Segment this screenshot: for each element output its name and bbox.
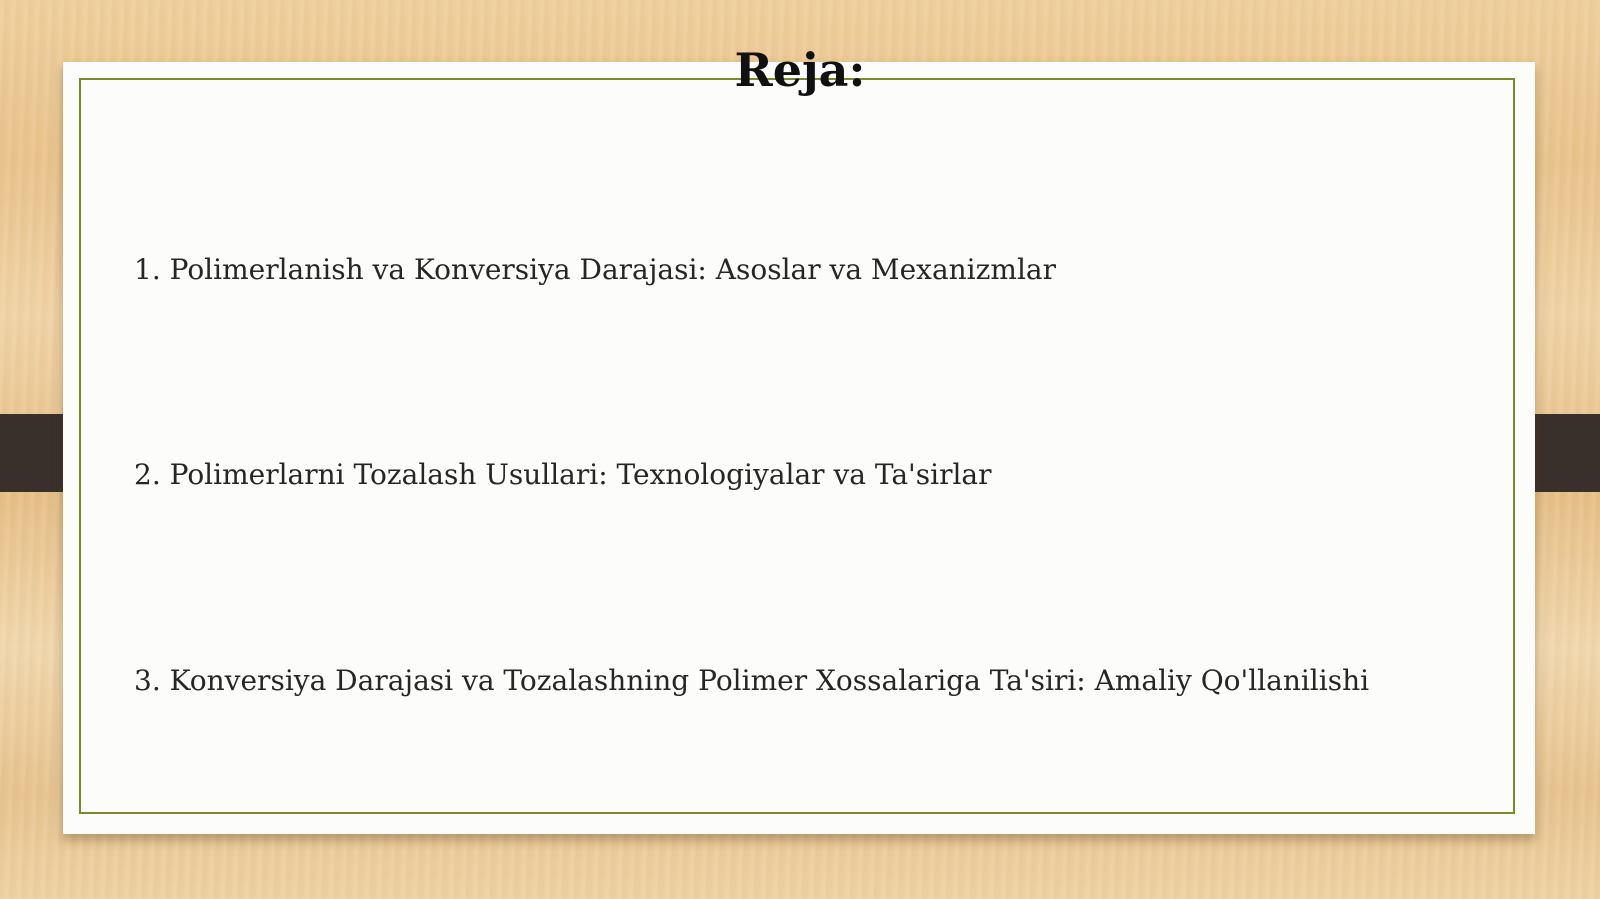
slide-title: Reja:: [734, 43, 866, 97]
agenda-item-1: 1. Polimerlanish va Konversiya Darajasi: Asoslar va Mexanizmlar: [134, 253, 1056, 286]
slide-border: [79, 78, 1515, 814]
agenda-item-2: 2. Polimerlarni Tozalash Usullari: Texnologiyalar va Ta'sirlar: [134, 458, 992, 491]
slide-card: [63, 62, 1535, 834]
agenda-item-3: 3. Konversiya Darajasi va Tozalashning Polimer Xossalariga Ta'siri: Amaliy Qo'llanilishi: [134, 664, 1370, 697]
